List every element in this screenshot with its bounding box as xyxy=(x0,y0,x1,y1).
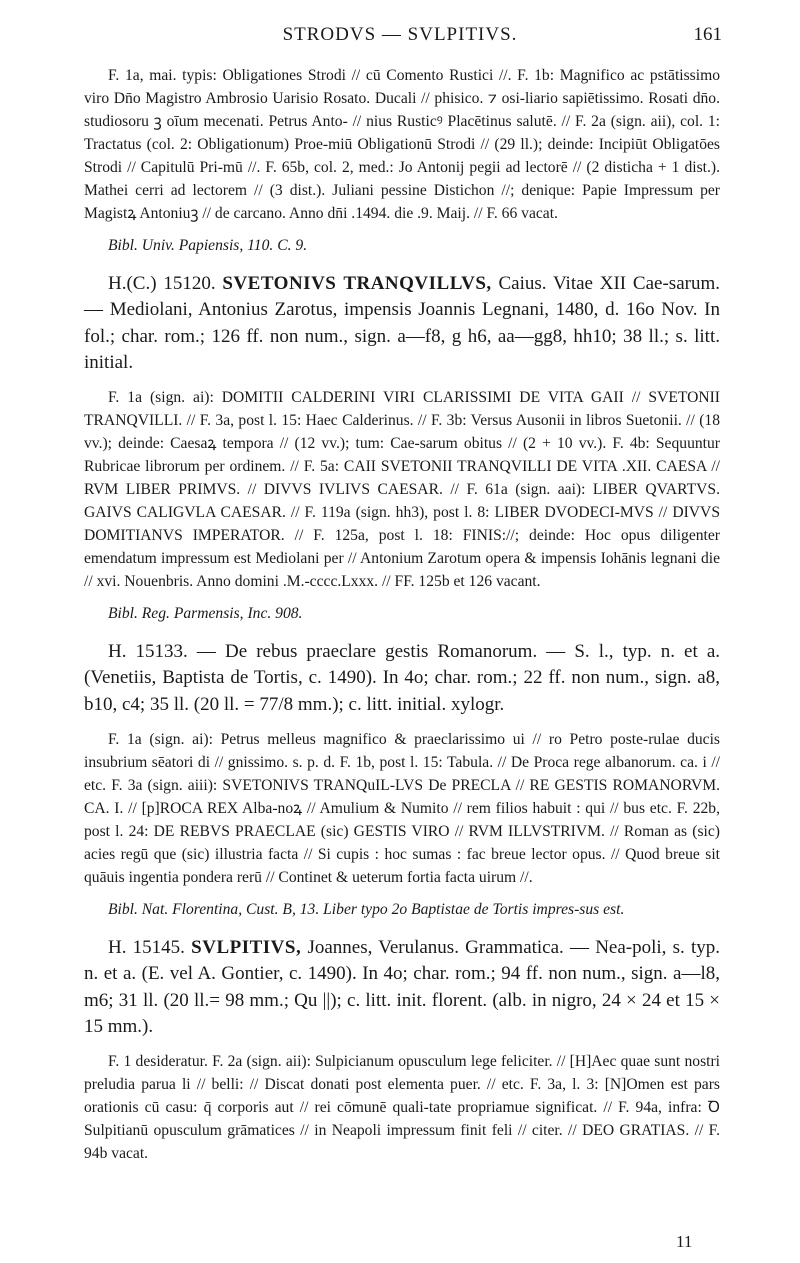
entry-number: H. 15145. xyxy=(108,937,185,959)
running-title: STRODVS — SVLPITIVS. xyxy=(282,24,518,45)
entry-description: F. 1a (sign. ai): DOMITII CALDERINI VIRI CLARISSIMI DE VITA GAII // SVETONII TRANQVILLI. // F. 3a, post l. 15: Haec Calderinus. // F. 3b: Versus Ausonii in libros Suetonii. // (18 vv.); deinde: Caesaꝝ tempora // (12 vv.); tum: Cae-sarum obitus // (2 + 10 vv.). F. 4b: Sequuntur Rubricae librorum per ordinem. // F. 5a: CAII SVETONII TRANQVILLI DE VITA .XII. CAESA // RVM LIBER PRIMVS. // DIVVS IVLIVS CAESAR. // F. 61a (sign. aai): LIBER QVARTVS. GAIVS CALIGVLA CAESAR. // F. 119a (sign. hh3), post l. 8: LIBER DVODECI-MVS // DIVVS DOMITIANVS IMPERATOR. // F. 125a, post l. 18: FINIS://; deinde: Hoc opus diligenter emendatum impressum est Mediolani per // Antonium Zarotum opera & impensis Iohānis legnani die // xvi. Nouenbris. Anno domini .M.-cccc.Lxxx. // FF. 125b et 126 vacant. xyxy=(84,389,720,591)
running-head xyxy=(0,22,800,52)
entry-title: — De rebus praeclare gestis Romanorum. — S. l., typ. n. et a. (Venetiis, Baptista de Tortis, c. 1490). In 4o; char. rom.; 22 ff. non num., sign. a8, b10, c4; 35 ll. (20 ll. = 77/8 mm.); c. litt. initial. xylogr. xyxy=(84,641,720,715)
entry-number: H.(C.) 15120. xyxy=(108,273,216,294)
entry-title: Joannes, Verulanus. Grammatica. — Nea-poli, s. typ. n. et a. (E. vel A. Gontier, c. 1490). In 4o; char. rom.; 94 ff. non num., sign. a—l8, m6; 31 ll. (20 ll.= 98 mm.; Qu ||); c. litt. init. florent. (alb. in nigro, 24 × 24 et 15 × 15 mm.). xyxy=(84,937,721,1037)
entry-heading xyxy=(84,271,720,376)
entry-description: F. 1a (sign. ai): Petrus melleus magnifico & praeclarissimo ui // ro Petro poste-rulae ducis insubrium sēatori di // gnissimo. s. p. d. F. 1b, post l. 15: Tabula. // De Proca rege albanorum. ca. i // etc. F. 3a (sign. aiii): SVETONIVS TRANQuIL-LVS De PRECLA // RE GESTIS ROMANORVM. CA. I. // [p]ROCA REX Alba-noꝝ // Amulium & Numito // rem filios habuit : qui // bus etc. F. 22b, post l. 24: DE REBVS PRAECLAE (sic) GESTIS VIRO // RVM ILLVSTRIVM. // Roman as (sic) acies regū que (sic) illustria facta // Si cupis : hoc sumas : fac breue lector opus. // Quod breue sit quāuis ingentia pondera rerū // Continet & ueterum fortia facta uirum //. xyxy=(84,731,720,887)
catalogue-entry xyxy=(84,935,720,1165)
catalogue-entry xyxy=(84,64,720,257)
entry-author: SVETONIVS TRANQVILLVS, xyxy=(222,273,492,294)
catalogue-entry xyxy=(84,271,720,625)
page-number: 161 xyxy=(693,24,722,45)
signature-mark: 11 xyxy=(676,1232,693,1251)
entry-description: F. 1 desideratur. F. 2a (sign. aii): Sulpicianum opusculum lege feliciter. // [H]Aec quae sunt nostri preludia parua li // belli: // Discat donati post elementa puer. // etc. F. 3a, l. 3: [N]Omen est pars orationis cū casu: q̄ corporis aut // rei cōmunē quali-tate propriamue significat. // F. 94a, infra: Ꝺ Sulpitianū opusculum grāmatices // in Neapoli impressum finit feli // citer. // DEO GRATIAS. // F. 94b vacat. xyxy=(84,1053,720,1163)
entry-description: F. 1a, mai. typis: Obligationes Strodi // cū Comento Rustici //. F. 1b: Magnifico ac pstātissimo viro Dn̄o Magistro Ambrosio Uarisio Rosato. Ducali // phisico. ⁊ osi-liario sapiētissimo. Rosati dn̄o. studiosoru ꝫ oīum mecenati. Petrus Anto- // nius Rusticꝰ Placētinus salutē. // F. 2a (sign. aii), col. 1: Tractatus (col. 2: Obligationum) Proe-miū Obligationū Strodi // (29 ll.); deinde: Incipiūt Obligatōes Strodi // Capitulū Pri-mū //. F. 65b, col. 2, med.: Jo Antonij pegii ad lectorē // (2 disticha + 1 dist.). Mathei cerri ad lectorem // (3 dist.). Juliani pessine Distichon //; denique: Papie Impressum per Magistꝝ Antoniuꝫ // de carcano. Anno dn̄i .1494. die .9. Maij. // F. 66 vacat. xyxy=(84,67,720,222)
entry-title: Caius. Vitae XII Cae-sarum. — Mediolani, Antonius Zarotus, impensis Joannis Legnani, 1480, d. 16o Nov. In fol.; char. rom.; 126 ff. non num., sign. a—f8, g h6, aa—gg8, hh10; 38 ll.; s. litt. initial. xyxy=(84,273,720,373)
entry-author: SVLPITIVS, xyxy=(191,937,302,959)
catalogue-body xyxy=(84,64,720,1175)
entry-heading xyxy=(84,935,720,1040)
entry-bibliography: Bibl. Univ. Papiensis, 110. C. 9. xyxy=(108,237,308,254)
catalogue-entry xyxy=(84,639,720,921)
entry-bibliography: Bibl. Reg. Parmensis, Inc. 908. xyxy=(108,605,303,623)
entry-number: H. 15133. xyxy=(108,641,188,663)
entry-bibliography: Bibl. Nat. Florentina, Cust. B, 13. Liber typo 2o Baptistae de Tortis impres-sus est. xyxy=(108,901,625,919)
entry-heading xyxy=(84,639,720,718)
